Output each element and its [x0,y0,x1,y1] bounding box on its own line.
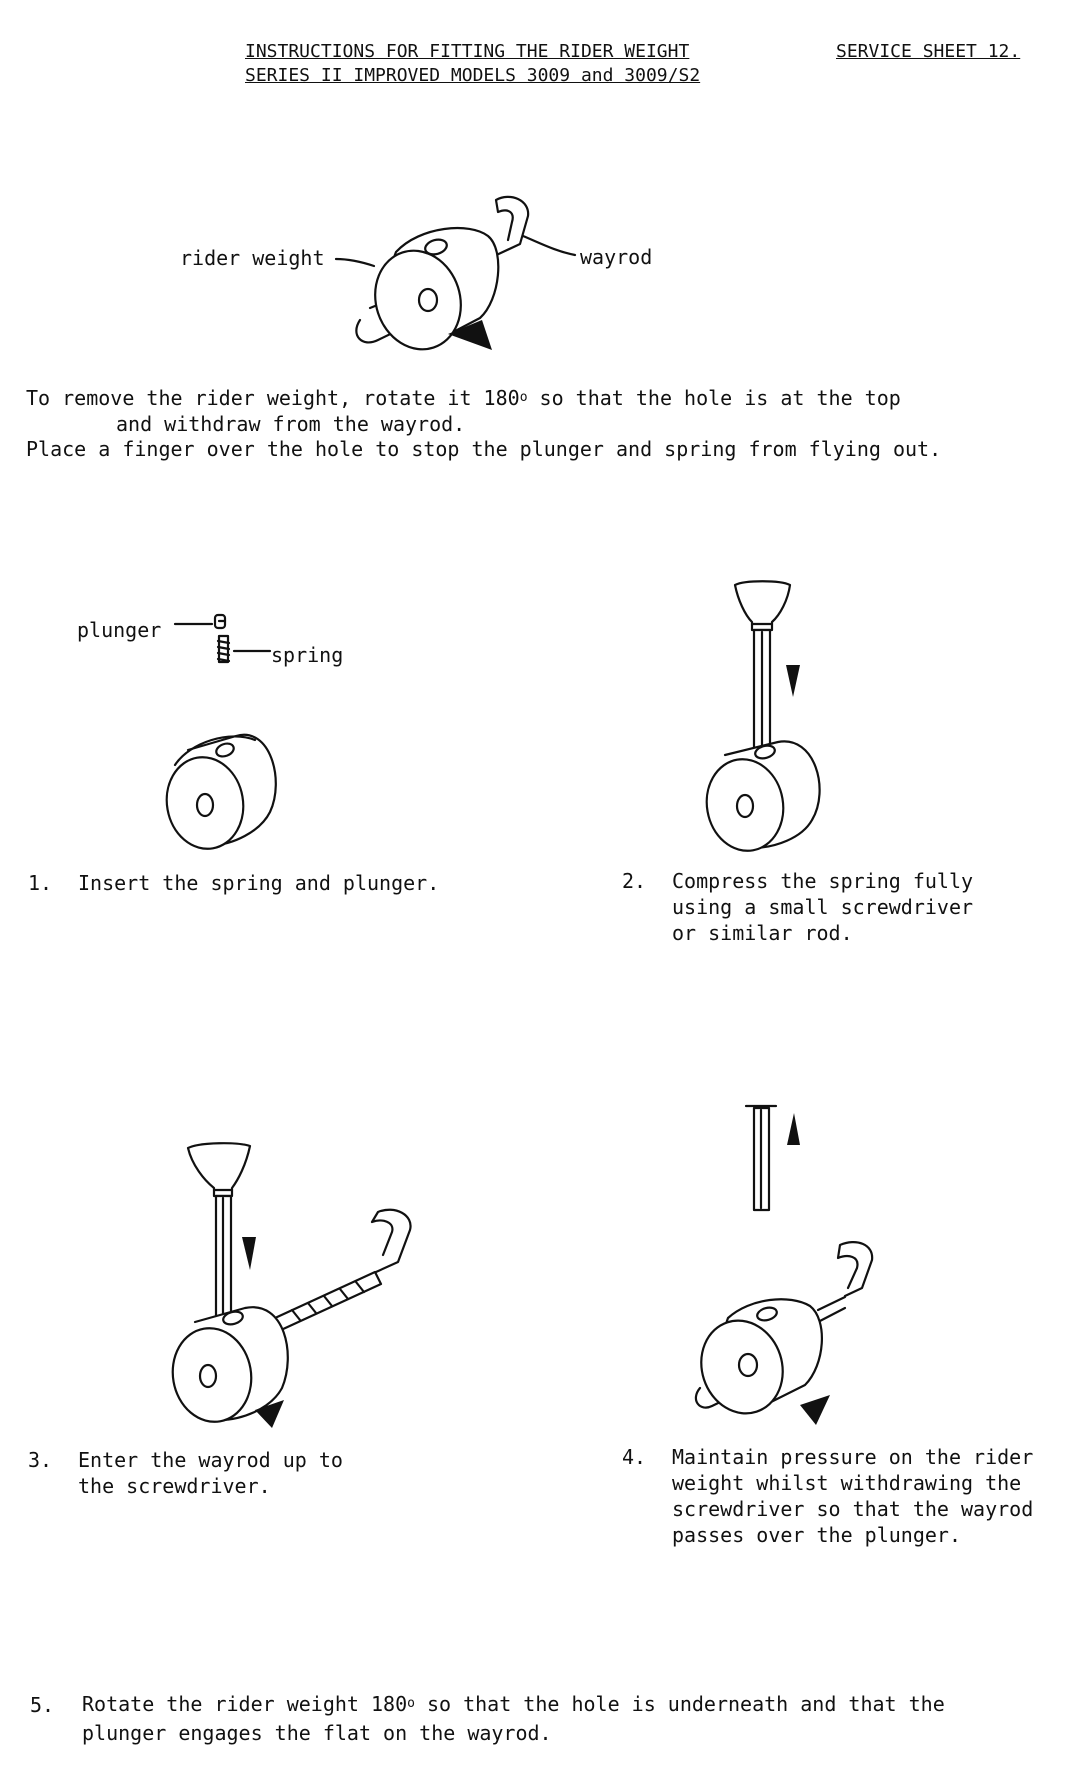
step5-line-1a: Rotate the rider weight 180 [82,1692,408,1716]
step2-number: 2. [622,869,647,893]
step1-text: Insert the spring and plunger. [78,871,440,895]
intro-degree-symbol: o [519,390,528,405]
wayrod-label: wayrod [580,245,653,269]
step5-number: 5. [30,1693,55,1717]
spring-label: spring [271,643,344,667]
step4-up-arrow [787,1113,800,1145]
step3-text: Enter the wayrod up to the screwdriver. [78,1448,343,1498]
intro-line-1a: To remove the rider weight, rotate it 180 [26,386,520,410]
step2-text: Compress the spring fully using a small screwdriver or similar rod. [672,869,974,945]
step4-withdrawn-screwdriver [746,1106,776,1210]
step1-number: 1. [28,871,53,895]
rider-weight-label: rider weight [180,246,325,270]
step5-line-1b: so that the hole is underneath and that the [414,1692,945,1716]
plunger-label: plunger [77,618,162,642]
step4-rotation-arrow [800,1395,830,1425]
service-sheet-label: SERVICE SHEET 12. [836,41,1021,62]
step5-line-2: plunger engages the flat on the wayrod. [82,1721,552,1745]
step5-degree-symbol: o [407,1696,415,1711]
intro-line-3: Place a finger over the hole to stop the plunger and spring from flying out. [26,437,942,461]
intro-line-1b: so that the hole is at the top [527,386,901,410]
document-title-line1: INSTRUCTIONS FOR FITTING THE RIDER WEIGHT [245,41,690,62]
step4-number: 4. [622,1445,647,1469]
step3-number: 3. [28,1448,53,1472]
intro-line-2: and withdraw from the wayrod. [116,412,466,436]
document-title-line2: SERIES II IMPROVED MODELS 3009 and 3009/S2 [245,65,701,86]
step5-line-1 [82,1692,945,1720]
step4-text: Maintain pressure on the rider weight whilst withdrawing the screwdriver so that the wayrod passes over the plunger. [672,1445,1034,1547]
